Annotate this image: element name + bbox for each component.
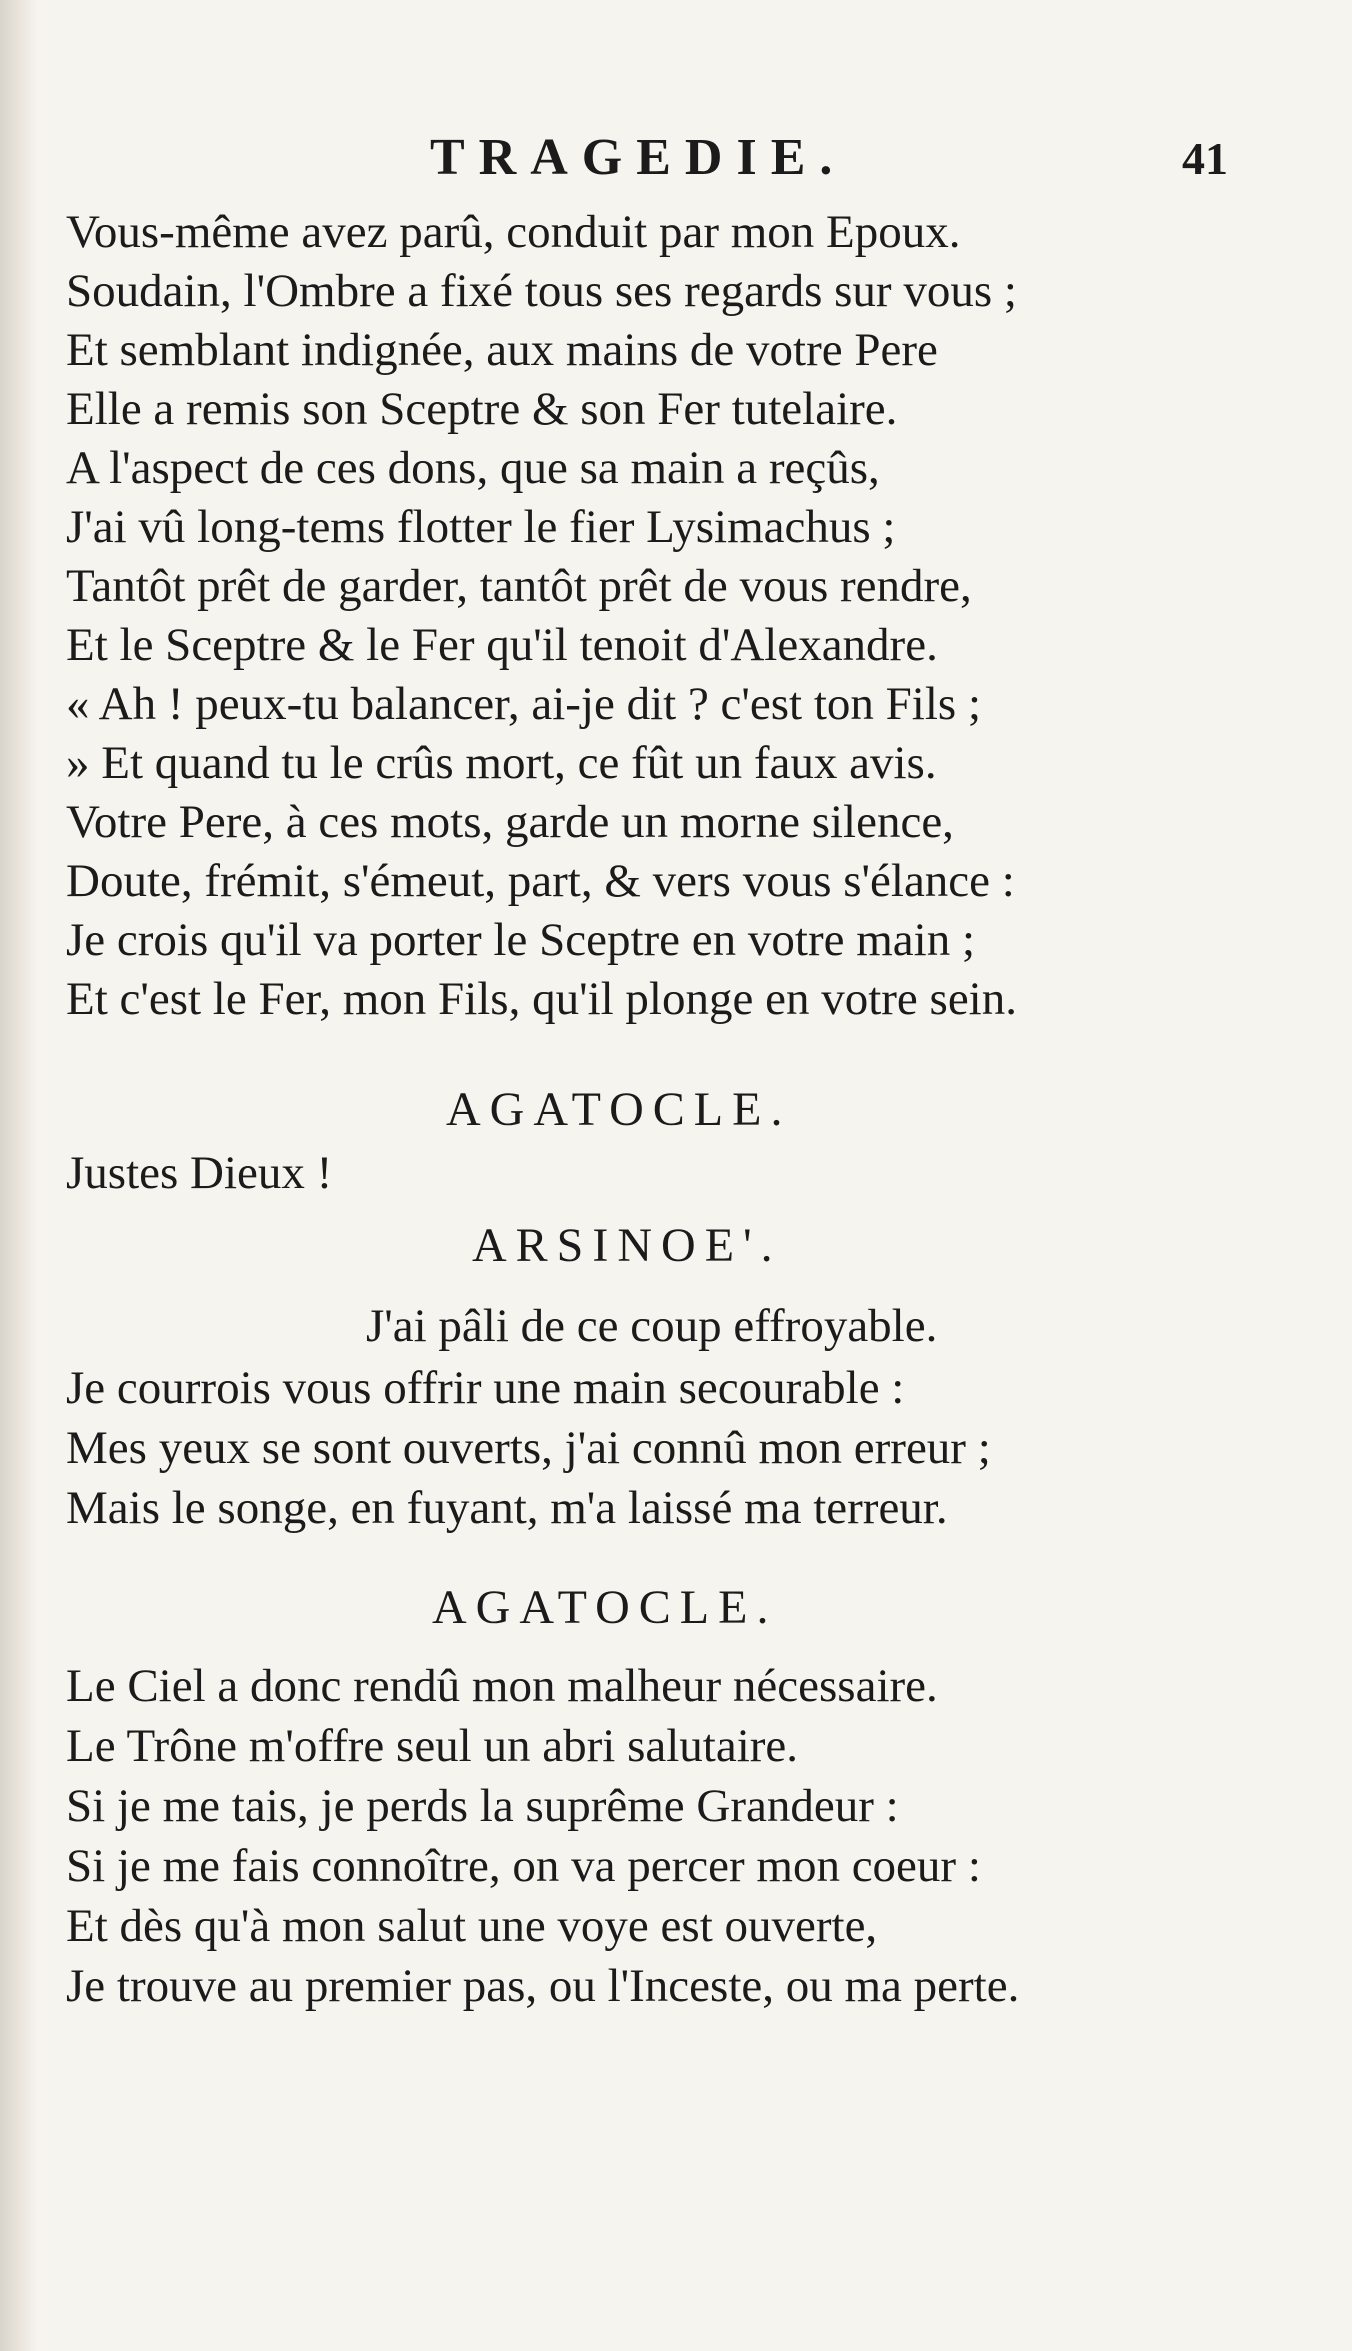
verse-line: Si je me tais, je perds la suprême Grandeur : (66, 1780, 899, 1832)
verse-line: Le Ciel a donc rendû mon malheur nécessaire. (66, 1660, 938, 1712)
running-title: TRAGEDIE. (430, 129, 847, 186)
page-number: 41 (1182, 133, 1228, 184)
verse-line: Soudain, l'Ombre a fixé tous ses regards sur vous ; (66, 265, 1017, 317)
verse-line: Et c'est le Fer, mon Fils, qu'il plonge en votre sein. (66, 973, 1017, 1025)
verse-line: Et le Sceptre & le Fer qu'il tenoit d'Alexandre. (66, 619, 938, 671)
verse-line: Et semblant indignée, aux mains de votre Pere (66, 324, 938, 376)
speaker-name: AGATOCLE. (446, 1083, 792, 1136)
verse-line: Doute, frémit, s'émeut, part, & vers vous s'élance : (66, 855, 1015, 907)
page-header (0, 128, 1352, 188)
verse-line: Justes Dieux ! (66, 1147, 333, 1199)
verse-line: J'ai pâli de ce coup effroyable. (366, 1300, 938, 1352)
verse-line: Le Trône m'offre seul un abri salutaire. (66, 1720, 799, 1772)
verse-line: Tantôt prêt de garder, tantôt prêt de vous rendre, (66, 560, 972, 612)
verse-line: A l'aspect de ces dons, que sa main a reçûs, (66, 442, 880, 494)
verse-line: Je trouve au premier pas, ou l'Inceste, ou ma perte. (66, 1960, 1020, 2012)
verse-line: » Et quand tu le crûs mort, ce fût un faux avis. (66, 737, 937, 789)
verse-line: Votre Pere, à ces mots, garde un morne silence, (66, 796, 954, 848)
verse-line: Je crois qu'il va porter le Sceptre en votre main ; (66, 914, 975, 966)
verse-line: Vous-même avez parû, conduit par mon Epoux. (66, 206, 961, 258)
verse-line: Elle a remis son Sceptre & son Fer tutelaire. (66, 383, 898, 435)
speaker-name: ARSINOE'. (472, 1219, 782, 1272)
verse-line: Si je me fais connoître, on va percer mon coeur : (66, 1840, 981, 1892)
verse-line: Et dès qu'à mon salut une voye est ouverte, (66, 1900, 878, 1952)
speaker-name: AGATOCLE. (432, 1581, 778, 1634)
verse-line: « Ah ! peux-tu balancer, ai-je dit ? c'est ton Fils ; (66, 678, 982, 730)
verse-line: Je courrois vous offrir une main secourable : (66, 1362, 905, 1414)
verse-line: J'ai vû long-tems flotter le fier Lysimachus ; (66, 501, 896, 553)
verse-line: Mais le songe, en fuyant, m'a laissé ma terreur. (66, 1482, 948, 1534)
verse-line: Mes yeux se sont ouverts, j'ai connû mon erreur ; (66, 1422, 991, 1474)
page-edge-shadow (0, 0, 38, 2351)
